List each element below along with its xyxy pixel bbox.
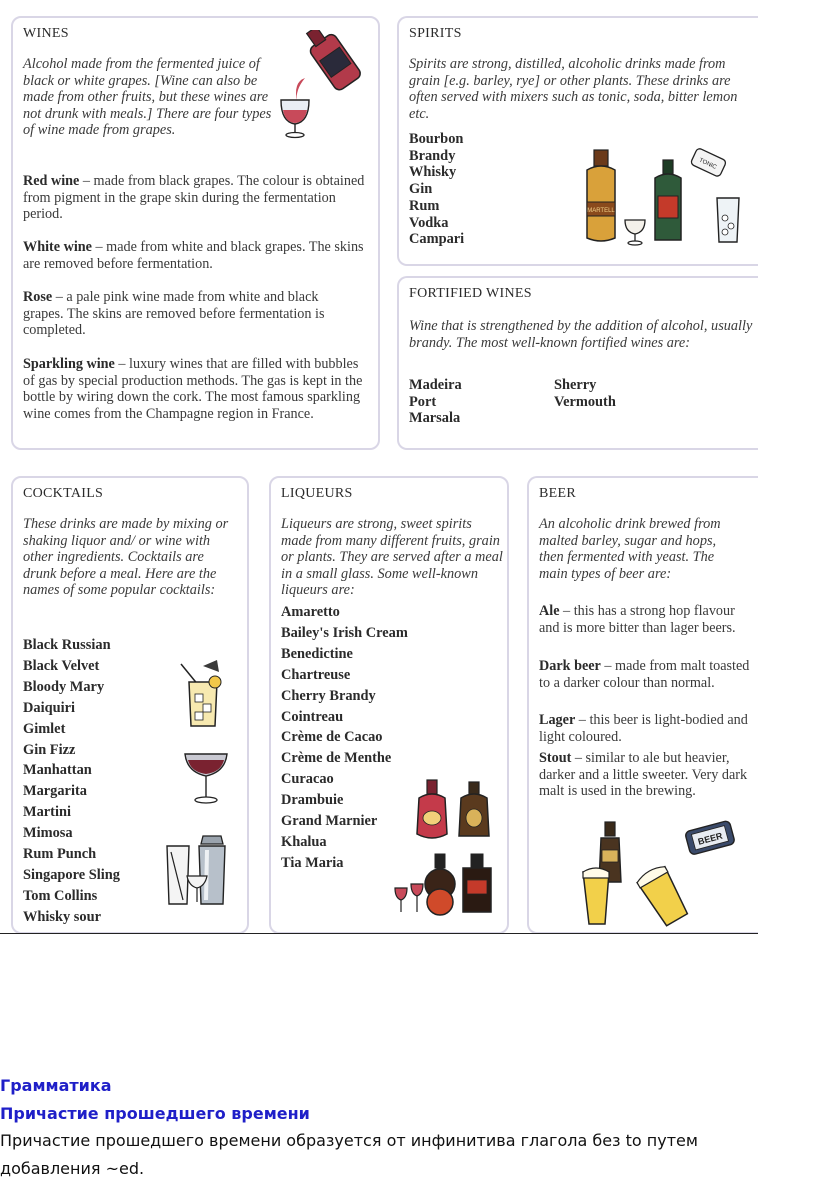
martell-label: MARTELL (587, 208, 615, 214)
beer-type-desc: – this has a strong hop flavour and is more bitter than lager beers. (539, 603, 736, 636)
list-item: Marsala (409, 410, 461, 427)
list-item: Whisky (409, 164, 457, 181)
wine-type-term: White wine (23, 239, 92, 255)
list-item: Chartreuse (281, 666, 351, 683)
wines-panel (11, 16, 380, 450)
list-item: Tia Maria (281, 854, 344, 871)
list-item: Sherry (554, 377, 597, 393)
past-participle-heading: Причастие прошедшего времени (0, 1104, 310, 1123)
beer-panel (527, 476, 758, 934)
wines-title: WINES (23, 26, 69, 41)
cocktail-martini-glass-icon (181, 750, 231, 806)
list-item: Amaretto (281, 604, 340, 620)
list-item: Black Velvet (23, 657, 100, 674)
beer-type-term: Stout (539, 750, 572, 766)
grammar-text-line2: добавления ~ed. (0, 1159, 145, 1178)
fortified-intro: Wine that is strengthened by the addition of alcohol, usually brandy. The most well-known fortified wines are: (409, 318, 753, 351)
wine-type-term: Sparkling wine (23, 356, 115, 372)
cocktails-list (23, 635, 120, 928)
spirits-panel (397, 16, 758, 266)
wine-bottle-pouring-icon (275, 30, 371, 140)
list-item: Rum (409, 197, 440, 214)
list-item: Port (409, 393, 437, 410)
beer-title: BEER (539, 486, 576, 501)
cocktail-glass-ice-icon (173, 660, 233, 730)
list-item: Vodka (409, 214, 449, 231)
wine-type-sparkling (23, 356, 363, 422)
list-item: Tom Collins (23, 887, 98, 904)
wines-intro: Alcohol made from the fermented juice of black or white grapes. [Wine can also be made from other fruits, but these wines are not drunk with meals.] There are four types of wine made from grapes. (23, 56, 272, 139)
grammar-heading: Грамматика (0, 1076, 112, 1095)
grammar-text-line1: Причастие прошедшего времени образуется от инфинитива глагола без to путем (0, 1131, 698, 1150)
list-item: Cointreau (281, 708, 344, 725)
list-item: Martini (23, 804, 71, 821)
wine-type-desc: – luxury wines that are filled with bubbles of gas by special production methods. The gas is kept in the bottle by wiring down the cork. The most famous sparkling wine comes from the Champagne region in France. (23, 356, 363, 422)
wine-type-term: Rose (23, 289, 53, 305)
fortified-title: FORTIFIED WINES (409, 286, 532, 301)
wine-type-desc: – a pale pink wine made from white and black grapes. The skins are removed before fermentation is completed. (23, 289, 325, 339)
wine-type-rose (23, 289, 341, 339)
list-item: Bailey's Irish Cream (281, 624, 408, 641)
list-item: Curacao (281, 771, 334, 788)
spirits-bottles-icon (579, 146, 749, 246)
list-item: Drambuie (281, 792, 344, 809)
liqueurs-intro: Liqueurs are strong, sweet spirits made from many different fruits, grain or plants. They are served after a meal in a small glass. Some well-known liqueurs are: (281, 516, 503, 599)
cocktails-intro: These drinks are made by mixing or shaking liquor and/ or wine with other ingredients. Cocktails are drunk before a meal. Here are the names of some popular cocktails: (23, 516, 229, 599)
list-item: Whisky sour (23, 908, 101, 925)
beer-intro: An alcoholic drink brewed from malted barley, sugar and hops, then fermented with yeast. The main types of beer are: (539, 516, 721, 582)
cocktails-panel (11, 476, 249, 934)
beer-can-label: BEER (696, 830, 724, 847)
list-item: Margarita (23, 783, 87, 800)
wine-type-term: Red wine (23, 173, 80, 189)
fortified-list-col2 (554, 377, 616, 410)
liqueurs-title: LIQUEURS (281, 486, 353, 501)
beer-type-term: Dark beer (539, 658, 601, 674)
list-item: Daiquiri (23, 699, 75, 716)
beer-type-ale (539, 603, 751, 636)
list-item: Manhattan (23, 762, 92, 779)
liqueurs-panel (269, 476, 509, 934)
liqueur-bottles-icon (389, 776, 501, 922)
list-item: Benedictine (281, 645, 353, 662)
list-item: Black Russian (23, 637, 111, 653)
list-item: Grand Marnier (281, 813, 378, 830)
list-item: Singapore Sling (23, 866, 120, 883)
beer-type-desc: – made from malt toasted to a darker colour than normal. (539, 658, 750, 691)
fortified-list-col1 (409, 377, 462, 427)
beer-type-desc: – similar to ale but heavier, darker and a little sweeter. Very dark malt is used in the brewing. (539, 750, 748, 800)
wine-type-white (23, 239, 371, 272)
list-item: Madeira (409, 377, 462, 393)
beer-type-dark (539, 658, 751, 691)
tonic-label: TONIC (697, 157, 718, 171)
wine-type-desc: – made from white and black grapes. The skins are removed before fermentation. (23, 239, 364, 272)
list-item: Brandy (409, 147, 456, 164)
list-item: Crème de Cacao (281, 729, 383, 746)
list-item: Khalua (281, 833, 327, 850)
list-item: Cherry Brandy (281, 687, 376, 704)
beer-type-term: Ale (539, 603, 560, 619)
spirits-title: SPIRITS (409, 26, 462, 41)
beer-type-term: Lager (539, 712, 576, 728)
cocktail-shaker-icon (163, 832, 239, 908)
list-item: Bourbon (409, 131, 464, 147)
wine-type-desc: – made from black grapes. The colour is obtained from pigment in the grape skin during the fermentation period. (23, 173, 365, 223)
list-item: Crème de Menthe (281, 750, 392, 767)
spirits-intro: Spirits are strong, distilled, alcoholic drinks made from grain [e.g. barley, rye] or other plants. These drinks are often served with mixers such as tonic, soda, bitter lemon etc. (409, 56, 738, 122)
list-item: Gimlet (23, 720, 66, 737)
beer-type-desc: – this beer is light-bodied and light coloured. (539, 712, 748, 745)
list-item: Mimosa (23, 825, 73, 842)
divider (0, 933, 758, 934)
list-item: Rum Punch (23, 846, 97, 863)
beer-type-lager (539, 712, 751, 745)
spirits-list (409, 131, 464, 248)
list-item: Gin (409, 181, 433, 198)
list-item: Vermouth (554, 393, 616, 410)
cocktails-title: COCKTAILS (23, 486, 104, 501)
list-item: Campari (409, 231, 465, 248)
fortified-wines-panel (397, 276, 758, 450)
wine-type-red (23, 173, 371, 223)
list-item: Gin Fizz (23, 741, 76, 758)
list-item: Bloody Mary (23, 678, 105, 695)
beer-glasses-icon (579, 820, 749, 930)
beer-type-stout (539, 750, 751, 800)
